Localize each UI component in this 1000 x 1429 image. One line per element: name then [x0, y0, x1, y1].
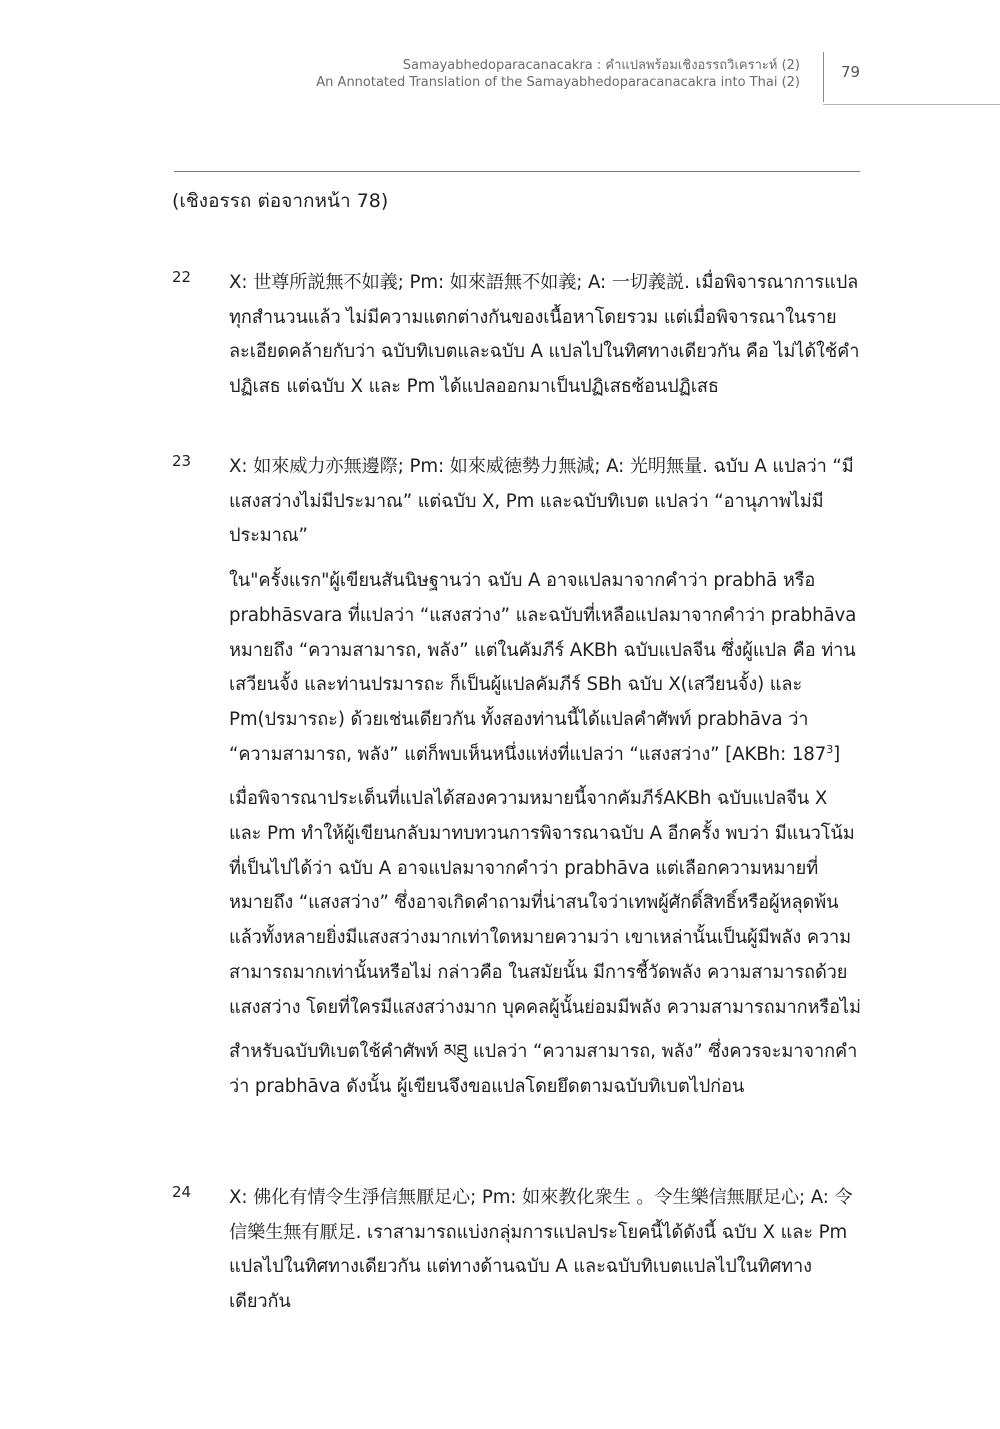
footnote-24	[172, 1181, 862, 1320]
footnote-paragraph	[229, 564, 861, 772]
footnote-paragraph: สำหรับฉบับทิเบตใช้คำศัพท์ མཐུ แปลว่า “ความสามารถ, พลัง” ซึ่งควรจะมาจากคำว่า prabhāva ดังนั้น ผู้เขียนจึงขอแปลโดยยึดตามฉบับทิเบตไปก่อน	[229, 1041, 858, 1097]
footnote-body	[229, 266, 861, 405]
footnote-paragraph: X: 如來威力亦無邊際; Pm: 如來威徳勢力無減; A: 光明無量. ฉบับ A แปลว่า “มีแสงสว่างไม่มีประมาณ” แต่ฉบับ X, Pm และฉบับทิเบต แปลว่า “อานุภาพไม่มีประมาณ”	[229, 456, 854, 547]
running-head-thai: Samayabhedoparacanacakra : คำแปลพร้อมเชิงอรรถวิเคราะห์ (2)	[402, 58, 800, 73]
footnote-number: 22	[172, 268, 192, 286]
footnote-paragraph-text: ใน"ครั้งแรก"ผู้เขียนสันนิษฐานว่า ฉบับ A อาจแปลมาจากคำว่า prabhā หรือ prabhāsvara ที่แปลว่า “แสงสว่าง” และฉบับที่เหลือแปลมาจากคำว่า prabhāva หมายถึง “ความสามารถ, พลัง” แต่ในคัมภีร์ AKBh ฉบับแปลจีน ซึ่งผู้แปล คือ ท่านเสวียนจั้ง และท่านปรมารถะ ก็เป็นผู้แปลคัมภีร์ SBh ฉบับ X(เสวียนจั้ง) และ Pm(ปรมารถะ) ด้วยเช่นเดียวกัน ทั้งสองท่านนี้ได้แปลคำศัพท์ prabhāva ว่า “ความสามารถ, พลัง” แต่ก็พบเห็นหนึ่งแห่งที่แปลว่า “แสงสว่าง” [AKBh: 187	[229, 570, 857, 765]
footnote-23	[172, 450, 862, 1105]
header-underline	[823, 104, 1000, 105]
footnote-body	[229, 450, 861, 1105]
footnote-number: 23	[172, 452, 192, 470]
header-divider	[823, 52, 824, 102]
footnote-body	[229, 1181, 861, 1320]
footnote-rule	[174, 171, 860, 172]
footnote-paragraph: X: 世尊所説無不如義; Pm: 如來語無不如義; A: 一切義説. เมื่อพิจารณาการแปลทุกสำนวนแล้ว ไม่มีความแตกต่างกันของเนื้อหาโดยรวม แต่เมื่อพิจารณาในรายละเอียดคล้ายกับว่า ฉบับทิเบตและฉบับ A แปลไปในทิศทางเดียวกัน คือ ไม่ได้ใช้คำปฏิเสธ แต่ฉบับ X และ Pm ได้แปลออกมาเป็นปฏิเสธซ้อนปฏิเสธ	[229, 272, 860, 398]
footnote-22	[172, 266, 862, 405]
footnote-number: 24	[172, 1183, 192, 1201]
reference-superscript: 3	[826, 742, 834, 756]
continuation-note: (เชิงอรรถ ต่อจากหน้า 78)	[172, 190, 389, 212]
footnote-paragraph: X: 佛化有情令生淨信無厭足心; Pm: 如來教化衆生 。令生樂信無厭足心; A: 令信樂生無有厭足. เราสามารถแบ่งกลุ่มการแปลประโยคนี้ได้ดังนี้ ฉบับ X และ Pm แปลไปในทิศทางเดียวกัน แต่ทางด้านฉบับ A และฉบับทิเบตแปลไปในทิศทางเดียวกัน	[229, 1187, 853, 1313]
page-number: 79	[841, 63, 861, 81]
running-head	[160, 57, 800, 91]
footnote-paragraph: เมื่อพิจารณาประเด็นที่แปลได้สองความหมายนี้จากคัมภีร์AKBh ฉบับแปลจีน X และ Pm ทำให้ผู้เขียนกลับมาทบทวนการพิจารณาฉบับ A อีกครั้ง พบว่า มีแนวโน้มที่เป็นไปได้ว่า ฉบับ A อาจแปลมาจากคำว่า prabhāva แต่เลือกความหมายที่หมายถึง “แสงสว่าง” ซึ่งอาจเกิดคำถามที่น่าสนใจว่าเทพผู้ศักดิ์สิทธิ์หรือผู้หลุดพ้นแล้วทั้งหลายยิ่งมีแสงสว่างมากเท่าใดหมายความว่า เขาเหล่านั้นเป็นผู้มีพลัง ความสามารถมากเท่านั้นหรือไม่ กล่าวคือ ในสมัยนั้น มีการชี้วัดพลัง ความสามารถด้วยแสงสว่าง โดยที่ใครมีแสงสว่างมาก บุคคลผู้นั้นย่อมมีพลัง ความสามารถมากหรือไม่	[229, 788, 861, 1018]
reference-bracket: ]	[833, 743, 841, 765]
running-head-english: An Annotated Translation of the Samayabhedoparacanacakra into Thai (2)	[316, 75, 800, 90]
